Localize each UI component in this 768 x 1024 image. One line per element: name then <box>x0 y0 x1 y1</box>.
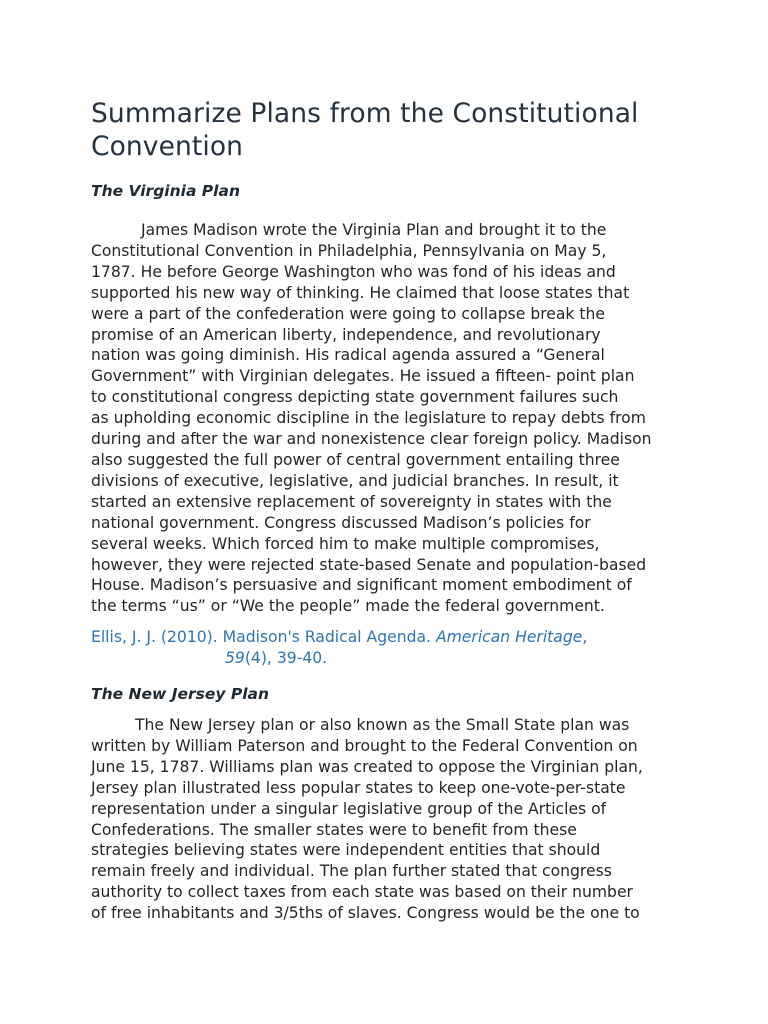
paragraph-line: Constitutional Convention in Philadelphia, Pennsylvania on May 5, <box>91 241 607 260</box>
paragraph-line: promise of an American liberty, independence, and revolutionary <box>91 325 601 344</box>
citation-text: Ellis, J. J. (2010). Madison's Radical Agenda. <box>91 628 436 647</box>
paragraph-line: started an extensive replacement of sovereignty in states with the <box>91 492 612 511</box>
paragraph-line: Jersey plan illustrated less popular states to keep one-vote-per-state <box>91 778 626 797</box>
paragraph-line: divisions of executive, legislative, and judicial branches. In result, it <box>91 471 619 490</box>
document-title <box>91 97 691 163</box>
citation-text: , <box>582 628 588 647</box>
paragraph-line: also suggested the full power of central government entailing three <box>91 450 620 469</box>
citation-volume: 59 <box>225 649 245 668</box>
title-line: Summarize Plans from the Constitutional <box>91 98 639 129</box>
paragraph-line: national government. Congress discussed Madison’s policies for <box>91 513 591 532</box>
paragraph-line: strategies believing states were independent entities that should <box>91 841 601 860</box>
paragraph-line: were a part of the confederation were going to collapse break the <box>91 304 606 323</box>
paragraph-line: nation was going diminish. His radical agenda assured a “General <box>91 346 605 365</box>
paragraph-line: the terms “us” or “We the people” made the federal government. <box>91 597 605 616</box>
paragraph-line: June 15, 1787. Williams plan was created to oppose the Virginian plan, <box>91 757 643 776</box>
new-jersey-plan-paragraph <box>91 715 691 924</box>
citation-line <box>91 627 691 648</box>
paragraph-line: James Madison wrote the Virginia Plan and brought it to the <box>141 221 607 239</box>
paragraph-line: several weeks. Which forced him to make multiple compromises, <box>91 534 600 553</box>
paragraph-line: as upholding economic discipline in the legislature to repay debts from <box>91 409 646 428</box>
paragraph-line: authority to collect taxes from each state was based on their number <box>91 883 633 902</box>
paragraph-line: during and after the war and nonexistence clear foreign policy. Madison <box>91 430 652 449</box>
citation-line <box>91 648 691 669</box>
paragraph-line: 1787. He before George Washington who was fond of his ideas and <box>91 262 616 281</box>
document-page <box>91 97 691 924</box>
paragraph-line: House. Madison’s persuasive and significant moment embodiment of <box>91 576 632 595</box>
paragraph-line: remain freely and individual. The plan further stated that congress <box>91 862 612 881</box>
virginia-plan-citation <box>91 627 691 669</box>
citation-journal: American Heritage <box>435 628 583 647</box>
paragraph-line: representation under a singular legislative group of the Articles of <box>91 799 607 818</box>
virginia-plan-paragraph <box>91 220 691 617</box>
virginia-plan-heading: The Virginia Plan <box>91 182 240 200</box>
title-line: Convention <box>91 131 244 162</box>
paragraph-line: supported his new way of thinking. He claimed that loose states that <box>91 283 630 302</box>
paragraph-line: to constitutional congress depicting state government failures such <box>91 388 619 407</box>
paragraph-line: however, they were rejected state-based Senate and population-based <box>91 555 647 574</box>
paragraph-line: The New Jersey plan or also known as the Small State plan was <box>135 716 630 735</box>
paragraph-line: Government” with Virginian delegates. He issued a fifteen- point plan <box>91 367 635 386</box>
paragraph-line: Confederations. The smaller states were to benefit from these <box>91 820 577 839</box>
paragraph-line: of free inhabitants and 3/5ths of slaves. Congress would be the one to <box>91 904 640 923</box>
new-jersey-plan-heading: The New Jersey Plan <box>91 685 270 704</box>
paragraph-line: written by William Paterson and brought to the Federal Convention on <box>91 736 638 755</box>
citation-text: (4), 39-40. <box>244 649 328 668</box>
